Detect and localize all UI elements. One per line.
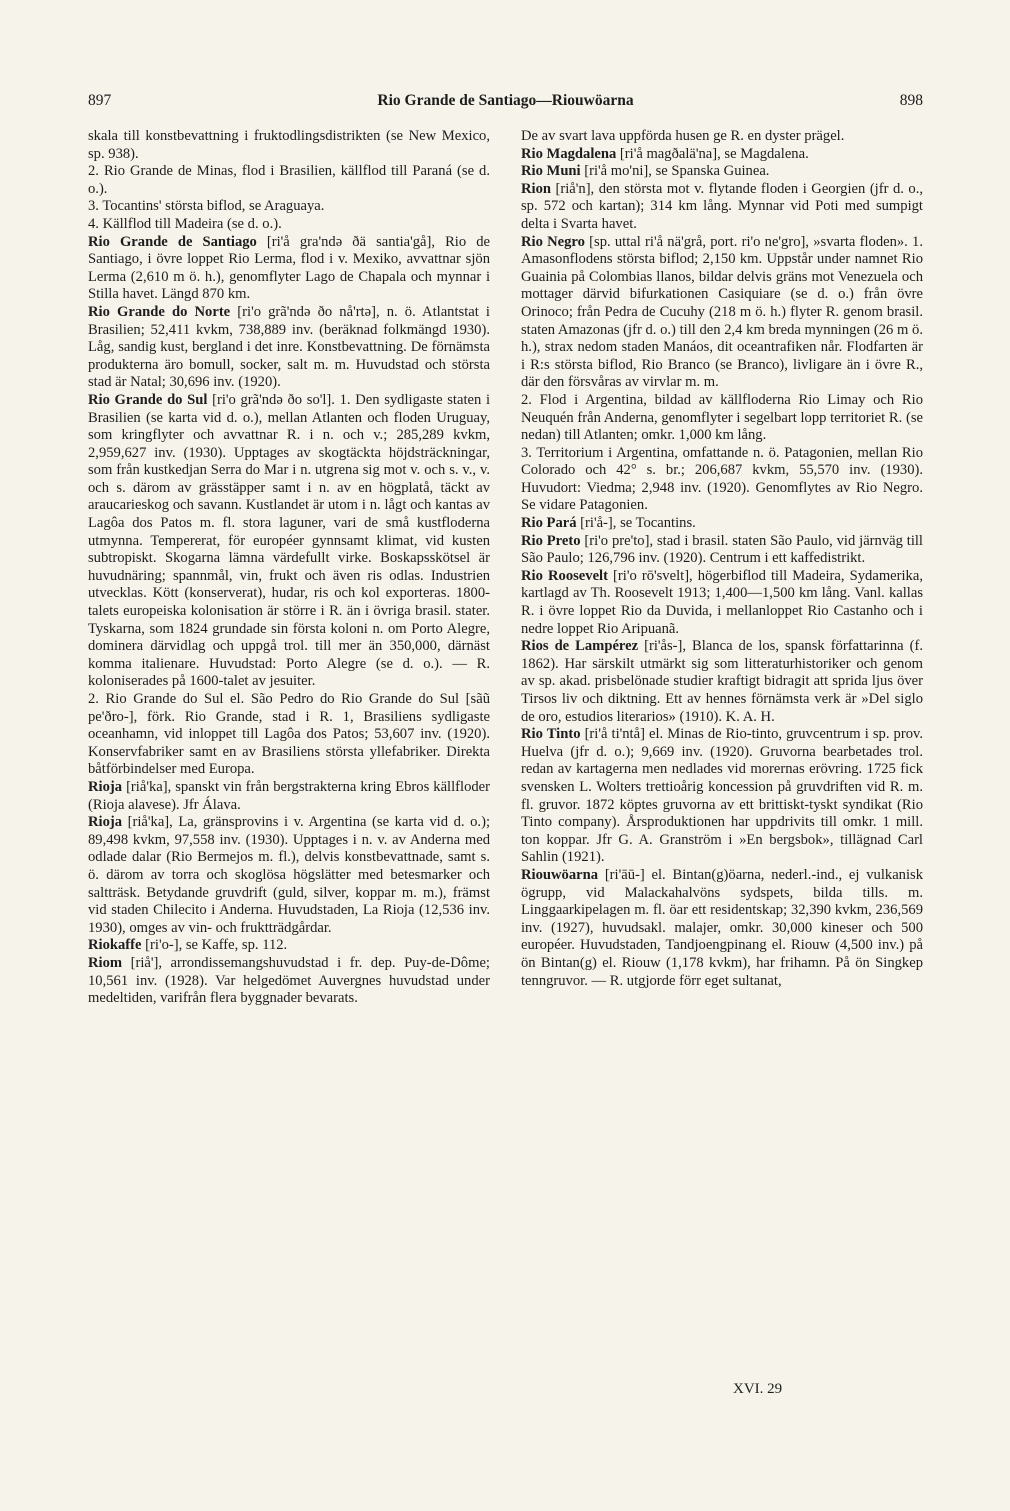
entry-paragraph	[88, 234, 490, 304]
entry-paragraph	[521, 533, 923, 568]
entry-text: [ri'å ti'ntå] el. Minas de Rio-tinto, gruvcentrum i sp. prov. Huelva (jfr d. o.); 9,669 inv. (1920). Gruvorna bearbetades trol. redan av kartagerna men nedlades vid morernas erövring. 1725 fick svensken L. Wolters trettioårig koncession på gruvdriften vid R. m. fl. gruvor. 1872 köptes gruvorna av ett brittiskt-tyskt syndikat (Rio Tinto company). Årsproduktionen har uppdrivits till omkr. 1 mill. ton koppar. Jfr G. A. Granström i »En bergsbok», tillägnad Carl Sahlin (1921).	[521, 726, 923, 866]
right-column	[521, 128, 923, 1418]
entry-text: [ri'o rō'svelt], högerbiflod till Madeira, Sydamerika, kartlagd av Th. Roosevelt 1913; 1,400—1,500 km lång. Vanl. kallas R. i övre loppet Rio da Duvida, i mellanloppet Rio Castanho och i nedre loppet Rio Aripuanã.	[521, 567, 923, 637]
entry-paragraph	[88, 955, 490, 1008]
entry-paragraph	[521, 181, 923, 234]
entry-text: [ri'āū-] el. Bintan(g)öarna, nederl.-ind., ej vulkanisk ögrupp, vid Malackahalvöns sydspets, bilda tills. m. Linggaarkipelagen m. fl. öar ett residentskap; 32,390 kvkm, 236,569 inv. (1927), huvudsakl. malajer, omkr. 30,000 kineser och 500 européer. Huvudstaden, Tandjoengpinang el. Riouw (4,500 inv.) på ön Bintan(g) el. Riouw (1,178 kvkm), har frihamn. På ön Singkep tenngruvor. — R. utgjorde förr eget sultanat,	[521, 866, 923, 989]
entry-paragraph	[521, 234, 923, 392]
entry-text: [ri'å gra'ndə ðä santia'gå], Rio de Santiago, i övre loppet Rio Lerma, flod i v. Mexiko, avvattnar sjön Lerma (2,610 m ö. h.), genomflyter Lago de Chapala och mynnar i Stilla havet. Längd 870 km.	[88, 233, 490, 303]
page-number-left: 897	[88, 92, 112, 109]
entry-text: De av svart lava uppförda husen ge R. en dyster prägel.	[521, 128, 845, 144]
page-header	[88, 92, 923, 116]
entry-headword: Riom	[88, 954, 123, 971]
entry-text: [ri'o pre'to], stad i brasil. staten São Paulo, vid järnväg till São Paulo; 126,796 inv. (1920). Centrum i ett kaffedistrikt.	[521, 532, 923, 567]
entry-paragraph	[88, 304, 490, 392]
entry-paragraph	[88, 392, 490, 691]
entry-paragraph	[521, 568, 923, 638]
page-number-right: 898	[899, 92, 923, 109]
entry-text: [ri'ås-], Blanca de los, spansk författarinna (f. 1862). Har särskilt utmärkt sig som litteraturhistoriker och genom av sp. akad. prisbelönade studier kraftigt bidragit att sprida ljus över Tirsos liv och diktning. Ett av hennes förnämsta verk är »Del siglo de oro, estudios literarios» (1910). K. A. H.	[521, 638, 923, 725]
entry-text: [riå'], arrondissemangshuvudstad i fr. dep. Puy-de-Dôme; 10,561 inv. (1928). Var helgedömet Auvergnes huvudstad under medeltiden, varifrån flera byggnader bevarats.	[88, 954, 490, 1007]
entry-paragraph	[88, 216, 490, 234]
entry-headword: Rio Tinto	[521, 726, 581, 743]
entry-headword: Rios de Lampérez	[521, 638, 639, 655]
entry-text: [ri'o grã'ndə ðo nå'rtə], n. ö. Atlantstat i Brasilien; 52,411 kvkm, 738,889 inv. (beräknad folkmängd 1930). Låg, sandig kust, bergland i det inre. Konstbevattning. De förnämsta produkterna äro bomull, socker, salt m. m. Huvudstad och största stad är Natal; 30,696 inv. (1920).	[88, 303, 490, 391]
entry-text: [ri'o grã'ndə ðo so'l]. 1. Den sydligaste staten i Brasilien (se karta vid d. o.), mellan Atlanten och floden Uruguay, som kringflyter och avvattnar R. i n. och v.; 285,289 kvkm, 2,959,627 inv. (1930). Upptages av skogtäckta höjdsträckningar, som från kustkedjan Serra do Mar i n. utgrena sig mot v. och s. v., v. och s. därom av grässtäpper samt i n. av en högplatå, täckt av araucarieskog och savann. Kustlandet är utom i n. lågt och kantas av Lagôa dos Patos m. fl. stora laguner, vari de små kustfloderna utmynna. Tempererat, för européer gynnsamt klimat, vid kusten subtropiskt. Skogarna lämna värdefullt virke. Boskapsskötsel är huvudnäring; spannmål, vin, frukt och även ris odlas. Industrien utvecklas. Kött (konserverat), hudar, ris och kol exporteras. 1800-talets europeiska kolonisation är större i R. än i övriga brasil. stater. Tyskarna, som 1824 grundade sin första koloni n. om Porto Alegre, dominera därvidlag och uppgå trol. till mer än 350,000, därnäst komma italienare. Huvudstad: Porto Alegre (se d. o.). — R. koloniserades på 1600-talet av jesuiter.	[88, 391, 490, 690]
entry-text: skala till konstbevattning i fruktodlingsdistrikten (se New Mexico, sp. 938).	[88, 128, 490, 162]
entry-paragraph	[88, 163, 490, 198]
entry-text: 3. Territorium i Argentina, omfattande n. ö. Patagonien, mellan Rio Colorado och 42° s. br.; 206,687 kvkm, 55,570 inv. (1930). Huvudort: Viedma; 2,948 inv. (1920). Genomflytes av Rio Negro. Se vidare Patagonien.	[521, 444, 923, 514]
entry-headword: Rioja	[88, 814, 123, 831]
entry-headword: Rio Grande do Norte	[88, 303, 231, 320]
entry-paragraph	[88, 937, 490, 955]
entry-paragraph	[521, 146, 923, 164]
entry-headword: Riokaffe	[88, 937, 142, 954]
entry-text: 2. Rio Grande do Sul el. São Pedro do Rio Grande do Sul [sãũ pe'ðro-], förk. Rio Grande, stad i R. 1, Brasiliens sydligaste oceanhamn, vid inloppet till Lagôa dos Patos; 53,607 inv. (1920). Konservfabriker samt en av Brasiliens största yllefabriker. Direkta båtförbindelser med Europa.	[88, 691, 490, 778]
sheet-signature: XVI. 29	[733, 1381, 783, 1397]
text-columns	[88, 128, 923, 1418]
entry-text: 4. Källflod till Madeira (se d. o.).	[88, 215, 282, 232]
entry-text: 2. Rio Grande de Minas, flod i Brasilien, källflod till Paraná (se d. o.).	[88, 163, 490, 197]
entry-paragraph	[88, 814, 490, 937]
entry-text: [ri'å magðalä'na], se Magdalena.	[616, 145, 809, 162]
left-column	[88, 128, 490, 1418]
entry-headword: Rio Preto	[521, 532, 581, 549]
entry-text: [sp. uttal ri'å nä'grå, port. ri'o ne'gro], »svarta floden». 1. Amasonflodens största biflod; 2,150 km. Uppstår under namnet Rio Guainia på Colombias llanos, bildar delvis gräns mot Venezuela och mottager därvid bifurkationen Casiquiare (se d. o.) från övre Orinoco; från Pedra de Cucuhy (218 m ö. h.) flyter R. genom brasil. staten Amazonas (jfr d. o.) till den 2,4 km breda mynningen (26 m ö. h.), strax nedom staden Manáos, dit oceantrafiken når. Flodfarten är i R:s största biflod, Rio Branco (se Branco), livligare än i övre R., där den försvåras av virvlar m. m.	[521, 233, 923, 391]
entry-paragraph	[521, 128, 923, 146]
entry-text: 3. Tocantins' största biflod, se Araguaya.	[88, 198, 325, 215]
entry-headword: Rio Grande do Sul	[88, 391, 208, 408]
entry-text: [riå'ka], spanskt vin från bergstrakterna kring Ebros källfloder (Rioja alavese). Jfr Álava.	[88, 778, 490, 813]
entry-headword: Riouwöarna	[521, 866, 599, 883]
entry-headword: Rio Magdalena	[521, 145, 617, 162]
entry-paragraph	[521, 392, 923, 445]
entry-text: [ri'å-], se Tocantins.	[576, 515, 696, 532]
entry-paragraph	[521, 515, 923, 533]
entry-text: [riå'ka], La, gränsprovins i v. Argentina (se karta vid d. o.); 89,498 kvkm, 97,558 inv. (1930). Upptages i n. v. av Anderna med odlade dalar (Rio Bermejos m. fl.), delvis konstbevattnade, samt s. ö. därom av torra och skoglösa högslätter med betesmarker och saltträsk. Betydande gruvdrift (guld, silver, koppar m. m.), främst vid staden Chilecito i Anderna. Huvudstaden, La Rioja (12,536 inv. 1930), omges av vin- och fruktträdgårdar.	[88, 814, 490, 936]
entry-paragraph	[88, 198, 490, 216]
entry-headword: Rion	[521, 180, 552, 197]
entry-headword: Rioja	[88, 778, 123, 795]
entry-headword: Rio Grande de Santiago	[88, 233, 257, 250]
entry-headword: Rio Muni	[521, 163, 581, 180]
entry-headword: Rio Roosevelt	[521, 567, 608, 584]
entry-paragraph	[521, 638, 923, 726]
entry-paragraph	[521, 726, 923, 867]
entry-headword: Rio Pará	[521, 515, 577, 532]
entry-text: [ri'o-], se Kaffe, sp. 112.	[141, 937, 288, 954]
entry-text: [riå'n], den största mot v. flytande floden i Georgien (jfr d. o., sp. 572 och kartan); 314 km lång. Mynnar vid Poti med sumpigt delta i Svarta havet.	[521, 180, 923, 232]
entry-text: 2. Flod i Argentina, bildad av källfloderna Rio Limay och Rio Neuquén från Anderna, genomflyter i segelbart lopp territoriet R. (se nedan) till Atlanten; omkr. 1,000 km lång.	[521, 391, 923, 444]
entry-headword: Rio Negro	[521, 233, 585, 250]
running-title: Rio Grande de Santiago—Riouwöarna	[377, 92, 634, 109]
entry-paragraph	[521, 163, 923, 181]
entry-text: [ri'å mo'ni], se Spanska Guinea.	[580, 163, 770, 180]
entry-paragraph	[88, 691, 490, 779]
entry-paragraph	[521, 445, 923, 515]
entry-paragraph	[521, 867, 923, 990]
entry-paragraph	[88, 128, 490, 163]
entry-paragraph	[88, 779, 490, 814]
